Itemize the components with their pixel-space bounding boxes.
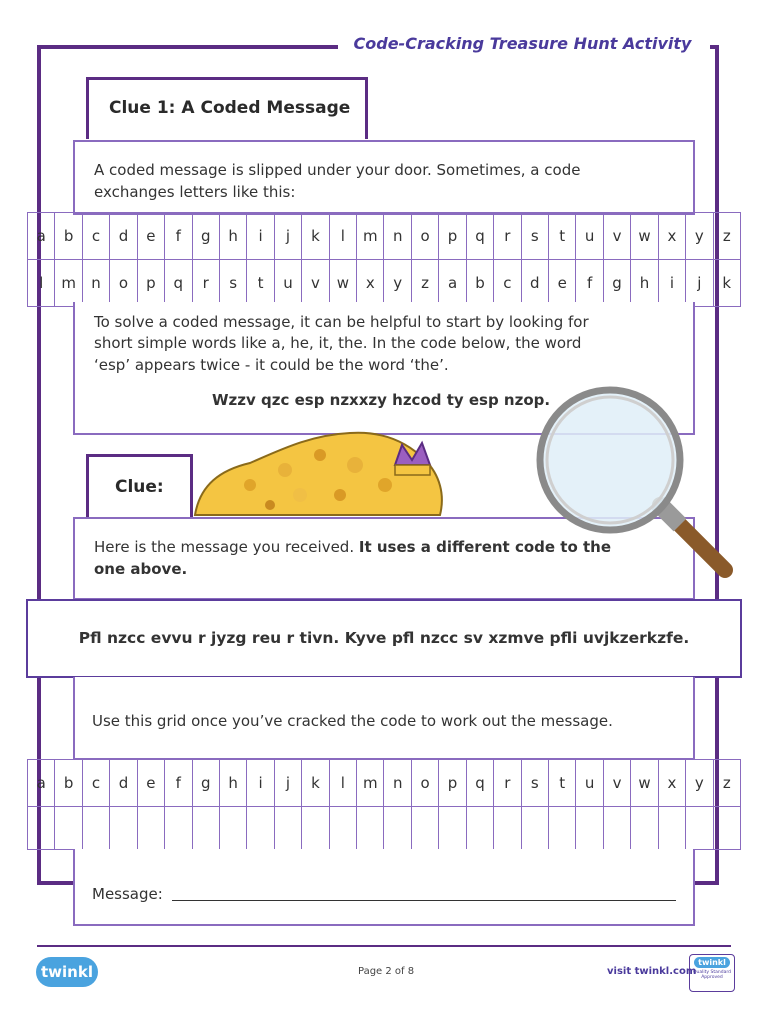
- clue2-coded-message: Pfl nzcc evvu r jyzg reu r tivn. Kyve pfl nzcc sv xzmve pfli uvjkzerkzfe.: [78, 629, 690, 647]
- code-letter-cell-4: p: [137, 260, 164, 307]
- code-letter-cell-25: k: [713, 260, 740, 307]
- plain-letter-cell-21: v: [603, 213, 630, 260]
- answer-blank-cell-10[interactable]: [302, 807, 329, 850]
- plain-letter-cell-5: f: [165, 213, 192, 260]
- clue2-title: Clue:: [115, 477, 164, 497]
- cipher-grid: [27, 212, 741, 307]
- quality-badge: [689, 954, 735, 992]
- clue1-hint-line1: To solve a coded message, it can be helpful to start by looking for: [94, 313, 589, 331]
- code-letter-cell-15: a: [439, 260, 466, 307]
- code-letter-cell-19: e: [549, 260, 576, 307]
- plain-letter-cell-10: k: [302, 213, 329, 260]
- answer-letter-cell-15: p: [439, 760, 466, 807]
- answer-blank-cell-16[interactable]: [466, 807, 493, 850]
- answer-letter-cell-20: u: [576, 760, 603, 807]
- answer-letter-cell-5: f: [165, 760, 192, 807]
- answer-letter-cell-24: y: [686, 760, 713, 807]
- answer-letter-cell-9: j: [274, 760, 301, 807]
- answer-blank-cell-22[interactable]: [631, 807, 658, 850]
- clue1-title-box: [86, 77, 368, 139]
- answer-blank-cell-15[interactable]: [439, 807, 466, 850]
- answer-letter-cell-4: e: [137, 760, 164, 807]
- plain-letter-cell-8: i: [247, 213, 274, 260]
- clue1-coded-message: Wzzv qzc esp nzxxzy hzcod ty esp nzop.: [212, 391, 551, 409]
- plain-letter-cell-18: s: [521, 213, 548, 260]
- answer-blank-cell-9[interactable]: [274, 807, 301, 850]
- code-letter-cell-13: y: [384, 260, 411, 307]
- code-letter-cell-1: m: [55, 260, 82, 307]
- answer-alphabet-row: [28, 760, 741, 807]
- answer-letter-cell-17: r: [494, 760, 521, 807]
- code-letter-cell-14: z: [411, 260, 438, 307]
- answer-letter-cell-16: q: [466, 760, 493, 807]
- plain-letter-cell-23: x: [658, 213, 685, 260]
- code-letter-cell-8: t: [247, 260, 274, 307]
- answer-blank-cell-21[interactable]: [603, 807, 630, 850]
- answer-grid: [27, 759, 741, 850]
- answer-blank-cell-7[interactable]: [219, 807, 246, 850]
- code-letter-cell-18: d: [521, 260, 548, 307]
- answer-letter-cell-2: c: [82, 760, 109, 807]
- answer-blank-row: [28, 807, 741, 850]
- clue2-received-bold-2: one above.: [94, 560, 188, 578]
- answer-letter-cell-10: k: [302, 760, 329, 807]
- answer-blank-cell-3[interactable]: [110, 807, 137, 850]
- quality-badge-logo: twinkl: [694, 957, 730, 968]
- answer-blank-cell-19[interactable]: [549, 807, 576, 850]
- plain-letter-cell-6: g: [192, 213, 219, 260]
- answer-letter-cell-0: a: [28, 760, 55, 807]
- answer-letter-cell-14: o: [411, 760, 438, 807]
- plain-letter-cell-9: j: [274, 213, 301, 260]
- answer-blank-cell-18[interactable]: [521, 807, 548, 850]
- answer-blank-cell-4[interactable]: [137, 807, 164, 850]
- plain-letter-cell-25: z: [713, 213, 740, 260]
- code-letter-cell-24: j: [686, 260, 713, 307]
- clue2-received-bold-1: It uses a different code to the: [358, 538, 612, 556]
- answer-blank-cell-12[interactable]: [357, 807, 384, 850]
- code-letter-cell-16: b: [466, 260, 493, 307]
- clue1-intro-line2: exchanges letters like this:: [94, 183, 296, 201]
- message-answer-line[interactable]: [172, 900, 676, 901]
- answer-letter-cell-18: s: [521, 760, 548, 807]
- plain-letter-cell-2: c: [82, 213, 109, 260]
- plain-letter-cell-11: l: [329, 213, 356, 260]
- answer-letter-cell-6: g: [192, 760, 219, 807]
- code-letter-cell-7: s: [219, 260, 246, 307]
- plain-letter-cell-24: y: [686, 213, 713, 260]
- plain-letter-cell-0: a: [28, 213, 55, 260]
- code-letter-cell-20: f: [576, 260, 603, 307]
- code-alphabet-row: [28, 260, 741, 307]
- answer-blank-cell-25[interactable]: [713, 807, 740, 850]
- plain-letter-cell-16: q: [466, 213, 493, 260]
- answer-blank-cell-1[interactable]: [55, 807, 82, 850]
- answer-letter-cell-19: t: [549, 760, 576, 807]
- answer-blank-cell-14[interactable]: [411, 807, 438, 850]
- code-letter-cell-6: r: [192, 260, 219, 307]
- quality-badge-text: Quality Standard Approved: [693, 970, 731, 980]
- code-letter-cell-10: v: [302, 260, 329, 307]
- clue1-title: Clue 1: A Coded Message: [109, 98, 351, 118]
- answer-blank-cell-8[interactable]: [247, 807, 274, 850]
- clue1-hint-line3: ‘esp’ appears twice - it could be the word ‘the’.: [94, 356, 449, 374]
- plain-letter-cell-20: u: [576, 213, 603, 260]
- clue2-received-plain: Here is the message you received.: [94, 538, 359, 556]
- plain-alphabet-row: [28, 213, 741, 260]
- treasure-illustration: [190, 425, 450, 520]
- clue2-grid-instruction: Use this grid once you’ve cracked the code to work out the message.: [92, 712, 613, 730]
- answer-blank-cell-24[interactable]: [686, 807, 713, 850]
- answer-blank-cell-2[interactable]: [82, 807, 109, 850]
- answer-letter-cell-21: v: [603, 760, 630, 807]
- page-title: Code-Cracking Treasure Hunt Activity: [353, 34, 692, 53]
- plain-letter-cell-3: d: [110, 213, 137, 260]
- message-box: [73, 849, 695, 926]
- answer-letter-cell-7: h: [219, 760, 246, 807]
- plain-letter-cell-19: t: [549, 213, 576, 260]
- code-letter-cell-12: x: [357, 260, 384, 307]
- answer-letter-cell-8: i: [247, 760, 274, 807]
- answer-letter-cell-22: w: [631, 760, 658, 807]
- plain-letter-cell-4: e: [137, 213, 164, 260]
- answer-blank-cell-17[interactable]: [494, 807, 521, 850]
- answer-letter-cell-13: n: [384, 760, 411, 807]
- code-letter-cell-11: w: [329, 260, 356, 307]
- answer-blank-cell-6[interactable]: [192, 807, 219, 850]
- code-letter-cell-17: c: [494, 260, 521, 307]
- answer-blank-cell-23[interactable]: [658, 807, 685, 850]
- answer-letter-cell-12: m: [357, 760, 384, 807]
- plain-letter-cell-7: h: [219, 213, 246, 260]
- answer-blank-cell-0[interactable]: [28, 807, 55, 850]
- plain-letter-cell-13: n: [384, 213, 411, 260]
- plain-letter-cell-14: o: [411, 213, 438, 260]
- footer-divider: [37, 945, 731, 947]
- plain-letter-cell-12: m: [357, 213, 384, 260]
- answer-letter-cell-25: z: [713, 760, 740, 807]
- code-letter-cell-23: i: [658, 260, 685, 307]
- answer-blank-cell-13[interactable]: [384, 807, 411, 850]
- answer-letter-cell-1: b: [55, 760, 82, 807]
- magnifying-glass-icon: [530, 385, 740, 585]
- message-label: Message:: [92, 885, 163, 903]
- clue2-title-box: [86, 454, 193, 518]
- answer-letter-cell-3: d: [110, 760, 137, 807]
- clue1-hint-line2: short simple words like a, he, it, the. In the code below, the word: [94, 334, 582, 352]
- answer-blank-cell-5[interactable]: [165, 807, 192, 850]
- plain-letter-cell-1: b: [55, 213, 82, 260]
- code-letter-cell-22: h: [631, 260, 658, 307]
- clue1-intro-line1: A coded message is slipped under your door. Sometimes, a code: [94, 161, 581, 179]
- visit-link[interactable]: visit twinkl.com: [607, 966, 697, 977]
- plain-letter-cell-15: p: [439, 213, 466, 260]
- code-letter-cell-21: g: [603, 260, 630, 307]
- plain-letter-cell-17: r: [494, 213, 521, 260]
- page-number: Page 2 of 8: [358, 966, 415, 977]
- answer-blank-cell-20[interactable]: [576, 807, 603, 850]
- answer-blank-cell-11[interactable]: [329, 807, 356, 850]
- code-letter-cell-0: l: [28, 260, 55, 307]
- code-letter-cell-9: u: [274, 260, 301, 307]
- code-letter-cell-5: q: [165, 260, 192, 307]
- answer-letter-cell-11: l: [329, 760, 356, 807]
- code-letter-cell-3: o: [110, 260, 137, 307]
- plain-letter-cell-22: w: [631, 213, 658, 260]
- answer-letter-cell-23: x: [658, 760, 685, 807]
- code-letter-cell-2: n: [82, 260, 109, 307]
- twinkl-logo: twinkl: [36, 957, 98, 987]
